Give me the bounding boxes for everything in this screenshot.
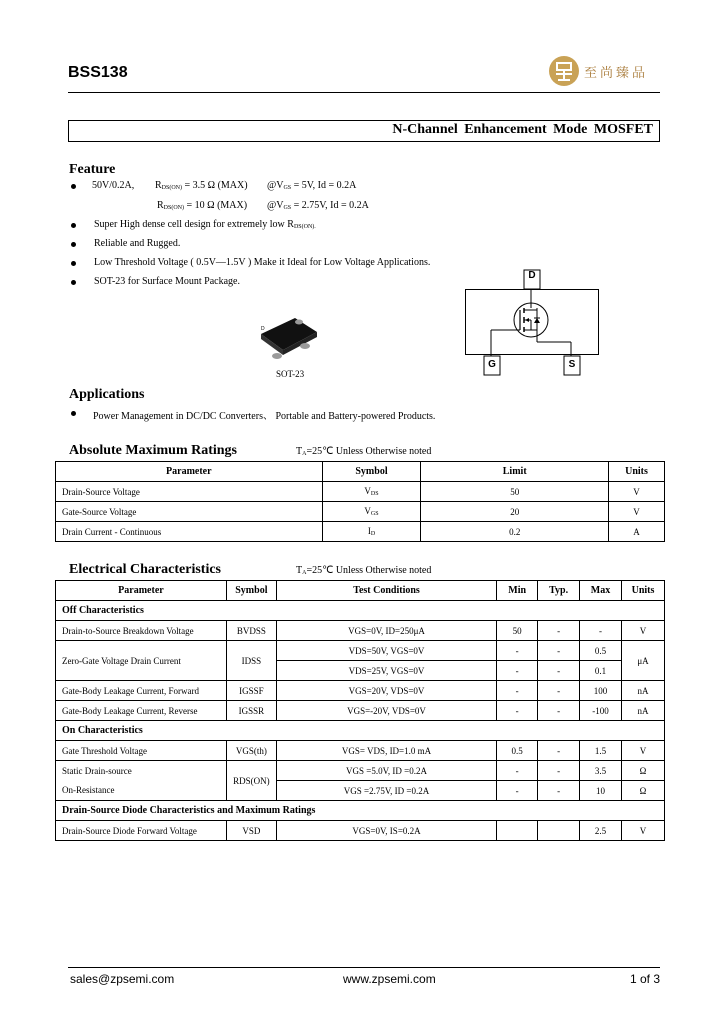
condition-cell: VGS=20V, VDS=0V	[276, 681, 496, 701]
pin-d-label: D	[528, 270, 536, 281]
feature-item: Low Threshold Voltage ( 0.5V—1.5V ) Make it Ideal for Low Voltage Applications.	[94, 257, 431, 268]
param-cell: Drain-Source Diode Forward Voltage	[56, 821, 227, 841]
max-cell: 2.5	[580, 821, 622, 841]
pin-g-label: G	[488, 359, 496, 370]
feature-item: Reliable and Rugged.	[94, 238, 181, 249]
table-row	[56, 681, 665, 701]
min-cell	[497, 821, 538, 841]
condition-cell: VDS=50V, VGS=0V	[276, 641, 496, 661]
abs-max-heading: Absolute Maximum Ratings	[69, 443, 238, 458]
feature-item: SOT-23 for Surface Mount Package.	[94, 276, 240, 287]
limit-cell: 20	[421, 502, 609, 522]
param-cell: Static Drain-source	[56, 761, 227, 781]
elec-note: TA=25℃ Unless Otherwise noted	[296, 565, 432, 576]
typ-cell: -	[538, 681, 580, 701]
typ-cell: -	[538, 741, 580, 761]
param-cell: On-Resistance	[56, 781, 227, 801]
section-row	[56, 801, 665, 821]
package-label: SOT-23	[276, 369, 305, 379]
sot23-package-image	[255, 312, 325, 364]
condition-cell: VGS =5.0V, ID =0.2A	[276, 761, 496, 781]
section-title: Off Characteristics	[56, 601, 665, 621]
symbol-cell: VDS	[322, 482, 421, 502]
unit-cell: V	[609, 482, 665, 502]
table-row	[56, 741, 665, 761]
page-number: 1 of 3	[630, 972, 661, 986]
condition-cell: VGS=0V, ID=250μA	[276, 621, 496, 641]
pin-s-label: S	[568, 359, 576, 370]
elec-heading: Electrical Characteristics	[69, 562, 221, 577]
unit-cell: V	[622, 741, 665, 761]
col-header: Symbol	[322, 462, 421, 482]
unit-cell: Ω	[622, 781, 665, 801]
part-number: BSS138	[68, 64, 128, 81]
typ-cell: -	[538, 781, 580, 801]
unit-cell: nA	[622, 681, 665, 701]
unit-cell: V	[609, 502, 665, 522]
typ-cell: -	[538, 641, 580, 661]
param-cell: Gate-Body Leakage Current, Forward	[56, 681, 227, 701]
min-cell: -	[497, 681, 538, 701]
limit-cell: 50	[421, 482, 609, 502]
max-cell: 1.5	[580, 741, 622, 761]
symbol-cell: IDSS	[226, 641, 276, 681]
feature-cond-1: @VGS = 5V, Id = 0.2A	[267, 180, 357, 191]
table-row	[56, 621, 665, 641]
symbol-cell: VGS(th)	[226, 741, 276, 761]
abs-max-note: TA=25℃ Unless Otherwise noted	[296, 446, 432, 457]
typ-cell: -	[538, 661, 580, 681]
symbol-cell: ID	[322, 522, 421, 542]
symbol-cell: VSD	[226, 821, 276, 841]
document-title: N-Channel Enhancement Mode MOSFET	[392, 122, 653, 137]
typ-cell	[538, 821, 580, 841]
typ-cell: -	[538, 761, 580, 781]
symbol-cell: BVDSS	[226, 621, 276, 641]
condition-cell: VDS=25V, VGS=0V	[276, 661, 496, 681]
col-header: Max	[580, 581, 622, 601]
col-header: Typ.	[538, 581, 580, 601]
abs-max-table	[55, 461, 665, 542]
unit-cell: V	[622, 621, 665, 641]
bullet-icon	[71, 280, 76, 285]
feature-heading: Feature	[69, 162, 116, 177]
table-row	[56, 522, 665, 542]
symbol-cell: RDS(ON)	[226, 761, 276, 801]
applications-heading: Applications	[69, 387, 145, 402]
max-cell: 10	[580, 781, 622, 801]
table-row	[56, 482, 665, 502]
section-title: On Characteristics	[56, 721, 665, 741]
table-row	[56, 641, 665, 661]
min-cell: -	[497, 781, 538, 801]
col-header: Units	[609, 462, 665, 482]
min-cell: -	[497, 701, 538, 721]
param-cell: Drain Current - Continuous	[56, 522, 323, 542]
bullet-icon	[71, 261, 76, 266]
max-cell: -100	[580, 701, 622, 721]
footer-rule	[68, 967, 660, 968]
feature-rating: 50V/0.2A,	[92, 180, 135, 191]
param-cell: Gate Threshold Voltage	[56, 741, 227, 761]
section-row	[56, 601, 665, 621]
col-header: Min	[497, 581, 538, 601]
param-cell: Zero-Gate Voltage Drain Current	[56, 641, 227, 681]
unit-cell: A	[609, 522, 665, 542]
logo-mark-icon	[548, 55, 580, 87]
company-logo	[548, 55, 660, 87]
min-cell: -	[497, 761, 538, 781]
feature-item: Super High dense cell design for extremely low RDS(ON).	[94, 219, 316, 230]
max-cell: 0.5	[580, 641, 622, 661]
bullet-icon	[71, 184, 76, 189]
max-cell: 0.1	[580, 661, 622, 681]
condition-cell: VGS =2.75V, ID =0.2A	[276, 781, 496, 801]
param-cell: Gate-Source Voltage	[56, 502, 323, 522]
title-box	[68, 120, 660, 142]
bullet-icon	[71, 242, 76, 247]
min-cell: 0.5	[497, 741, 538, 761]
param-cell: Gate-Body Leakage Current, Reverse	[56, 701, 227, 721]
col-header: Limit	[421, 462, 609, 482]
max-cell: 100	[580, 681, 622, 701]
max-cell: -	[580, 621, 622, 641]
unit-cell: V	[622, 821, 665, 841]
feature-rdson-2: RDS(ON) = 10 Ω (MAX)	[157, 200, 248, 211]
col-header: Test Conditions	[276, 581, 496, 601]
unit-cell: μA	[622, 641, 665, 681]
table-row	[56, 701, 665, 721]
symbol-cell: IGSSF	[226, 681, 276, 701]
condition-cell: VGS= VDS, ID=1.0 mA	[276, 741, 496, 761]
typ-cell: -	[538, 701, 580, 721]
min-cell: -	[497, 641, 538, 661]
symbol-cell: IGSSR	[226, 701, 276, 721]
limit-cell: 0.2	[421, 522, 609, 542]
header-rule	[68, 92, 660, 93]
table-row	[56, 502, 665, 522]
applications-item: Power Management in DC/DC Converters、 Portable and Battery-powered Products.	[93, 411, 436, 422]
symbol-cell: VGS	[322, 502, 421, 522]
col-header: Symbol	[226, 581, 276, 601]
param-cell: Drain-to-Source Breakdown Voltage	[56, 621, 227, 641]
unit-cell: nA	[622, 701, 665, 721]
min-cell: 50	[497, 621, 538, 641]
condition-cell: VGS=-20V, VDS=0V	[276, 701, 496, 721]
col-header: Units	[622, 581, 665, 601]
col-header: Parameter	[56, 462, 323, 482]
svg-text:D: D	[261, 326, 265, 332]
table-row	[56, 781, 665, 801]
col-header: Parameter	[56, 581, 227, 601]
section-row	[56, 721, 665, 741]
table-row	[56, 821, 665, 841]
table-header-row	[56, 581, 665, 601]
footer-website[interactable]: www.zpsemi.com	[343, 972, 436, 986]
min-cell: -	[497, 661, 538, 681]
footer-email[interactable]: sales@zpsemi.com	[70, 972, 175, 986]
logo-text: 至尚臻品	[584, 65, 649, 81]
unit-cell: Ω	[622, 761, 665, 781]
typ-cell: -	[538, 621, 580, 641]
elec-table	[55, 580, 665, 841]
max-cell: 3.5	[580, 761, 622, 781]
param-cell: Drain-Source Voltage	[56, 482, 323, 502]
bullet-icon	[71, 223, 76, 228]
bullet-icon	[71, 411, 76, 416]
table-header-row	[56, 462, 665, 482]
feature-rdson-1: RDS(ON) = 3.5 Ω (MAX)	[155, 180, 248, 191]
table-row	[56, 761, 665, 781]
section-title: Drain-Source Diode Characteristics and Maximum Ratings	[56, 801, 665, 821]
condition-cell: VGS=0V, IS=0.2A	[276, 821, 496, 841]
feature-cond-2: @VGS = 2.75V, Id = 0.2A	[267, 200, 369, 211]
